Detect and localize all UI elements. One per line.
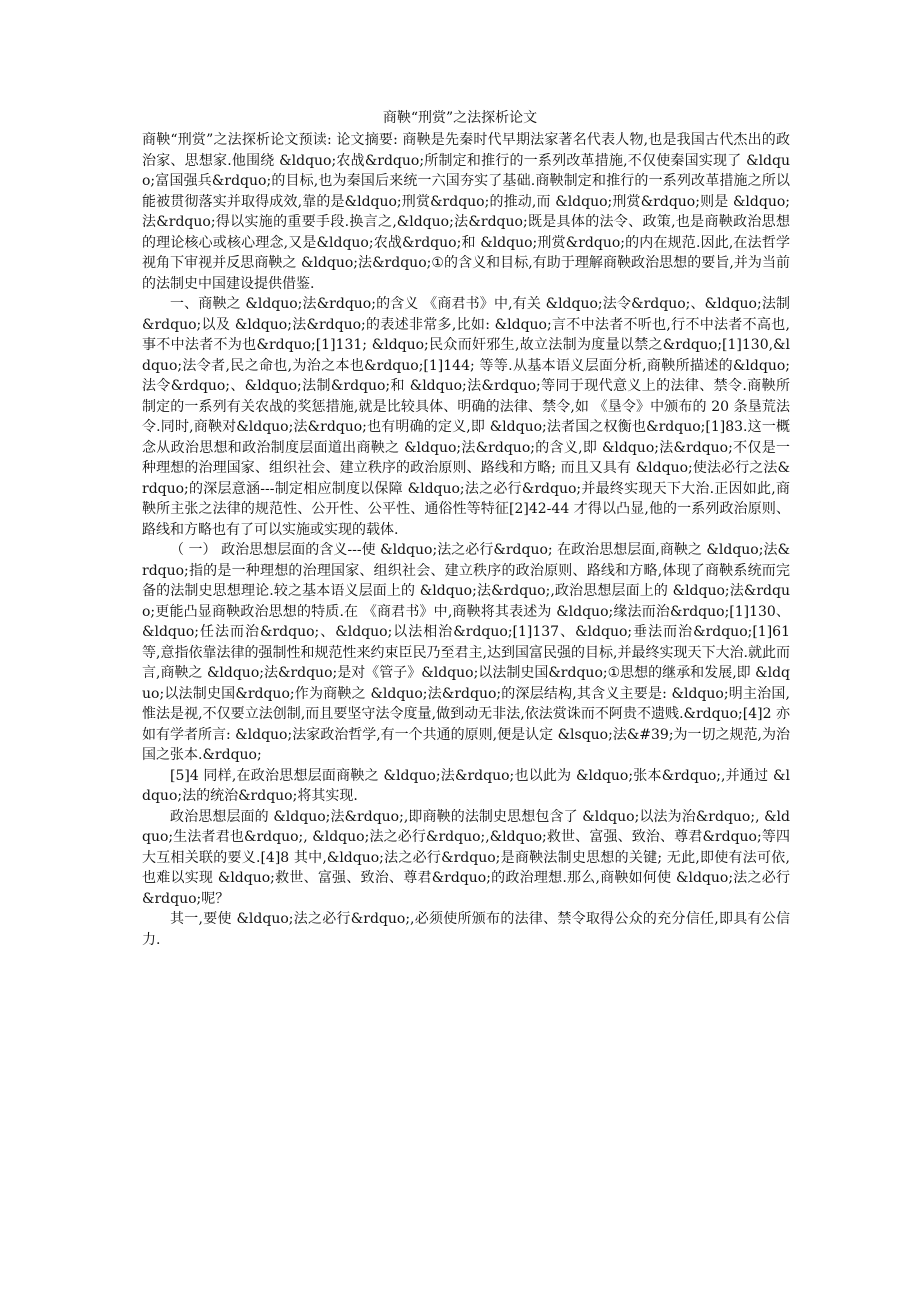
paragraph-abstract: 商鞅“刑赏”之法探析论文预读: 论文摘要: 商鞅是先秦时代早期法家著名代表人物,也是我国古代杰出的政治家、思想家.他围绕 &ldquo;农战&rdquo;所制定和推行的一系列改革措施,不仅使秦国实现了 &ldquo;富国强兵&rdquo;的目标,也为秦国后来统一六国夯实了基础.商鞅制定和推行的一系列改革措施之所以能被贯彻落实并取得成效,靠的是&ldquo;刑赏&rdquo;的推动,而 &ldquo;刑赏&rdquo;则是 &ldquo;法&rdquo;得以实施的重要手段.换言之,&ldquo;法&rdquo;既是具体的法令、政策,也是商鞅政治思想的理论核心或核心理念,又是&ldquo;农战&rdquo;和 &ldquo;刑赏&rdquo;的内在规范.因此,在法哲学视角下审视并反思商鞅之 &ldquo;法&rdquo;①的含义和目标,有助于理解商鞅政治思想的要旨,并为当前的法制史中国建设提供借鉴. (142, 132, 790, 292)
paragraph-subsection-one: （ 一） 政治思想层面的含义---使 &ldquo;法之必行&rdquo; 在政治思想层面,商鞅之 &ldquo;法&rdquo;指的是一种理想的治理国家、组织社会、建立秩序的政治原则、路线和方略,体现了商鞅系统而完备的法制史思想理论.较之基本语义层面上的 &ldquo;法&rdquo;,政治思想层面上的 &ldquo;法&rdquo;更能凸显商鞅政治思想的特质.在 《商君书》中,商鞅将其表述为 &ldquo;缘法而治&rdquo;[1]130、&ldquo;任法而治&rdquo;、&ldquo;以法相治&rdquo;[1]137、&ldquo;垂法而治&rdquo;[1]61 等,意指依靠法律的强制性和规范性来约束臣民乃至君主,达到国富民强的目标,并最终实现天下大治.就此而言,商鞅之 &ldquo;法&rdquo;是对《管子》&ldquo;以法制史国&rdquo;①思想的继承和发展,即 &ldquo;以法制史国&rdquo;作为商鞅之 &ldquo;法&rdquo;的深层结构,其含义主要是: &ldquo;明主治国,惟法是视,不仅要立法创制,而且要坚守法令度量,做到动无非法,依法赏诛而不阿贵不遗贱.&rdquo;[4]2 亦如有学者所言: &ldquo;法家政治哲学,有一个共通的原则,便是认定 &lsquo;法&#39;为一切之规范,为治国之张本.&rdquo; (142, 542, 790, 763)
paragraph-section-one: 一、商鞅之 &ldquo;法&rdquo;的含义 《商君书》中,有关 &ldquo;法令&rdquo;、&ldquo;法制&rdquo;以及 &ldquo;法&rdquo;的表述非常多,比如: &ldquo;言不中法者不听也,行不中法者不高也,事不中法者不为也&rdquo;[1]131; &ldquo;民众而奸邪生,故立法制为度量以禁之&rdquo;[1]130,&ldquo;法令者,民之命也,为治之本也&rdquo;[1]144; 等等.从基本语义层面分析,商鞅所描述的&ldquo;法令&rdquo;、&ldquo;法制&rdquo;和 &ldquo;法&rdquo;等同于现代意义上的法律、禁令.商鞅所制定的一系列有关农战的奖惩措施,就是比较具体、明确的法律、禁令,如 《垦令》中颁布的 20 条垦荒法令.同时,商鞅对&ldquo;法&rdquo;也有明确的定义,即 &ldquo;法者国之权衡也&rdquo;[1]83.这一概念从政治思想和政治制度层面道出商鞅之 &ldquo;法&rdquo;的含义,即 &ldquo;法&rdquo;不仅是一种理想的治理国家、组织社会、建立秩序的政治原则、路线和方略; 而且又具有 &ldquo;使法必行之法&rdquo;的深层意涵---制定相应制度以保障 &ldquo;法之必行&rdquo;并最终实现天下大治.正因如此,商鞅所主张之法律的规范性、公开性、公平性、通俗性等特征[2]42-44 才得以凸显,他的一系列政治原则、路线和方略也有了可以实施或实现的载体. (142, 296, 790, 538)
paragraph-first-point: 其一,要使 &ldquo;法之必行&rdquo;,必须使所颁布的法律、禁令取得公众的充分信任,即具有公信力. (142, 911, 790, 948)
document-body (142, 130, 790, 950)
document-title: 商鞅“刑赏”之法探析论文 (382, 110, 538, 126)
paragraph-continuation: [5]4 同样,在政治思想层面商鞅之 &ldquo;法&rdquo;也以此为 &ldquo;张本&rdquo;,并通过 &ldquo;法的统治&rdquo;将其实现. (142, 767, 790, 804)
paragraph-political-thought: 政治思想层面的 &ldquo;法&rdquo;,即商鞅的法制史思想包含了 &ldquo;以法为治&rdquo;, &ldquo;生法者君也&rdquo;, &ldquo;法之必行&rdquo;,&ldquo;救世、富强、致治、尊君&rdquo;等四大互相关联的要义.[4]8 其中,&ldquo;法之必行&rdquo;是商鞅法制史思想的关键; 无此,即使有法可依,也难以实现 &ldquo;救世、富强、致治、尊君&rdquo;的政治理想.那么,商鞅如何使 &ldquo;法之必行&rdquo;呢？ (142, 808, 790, 907)
